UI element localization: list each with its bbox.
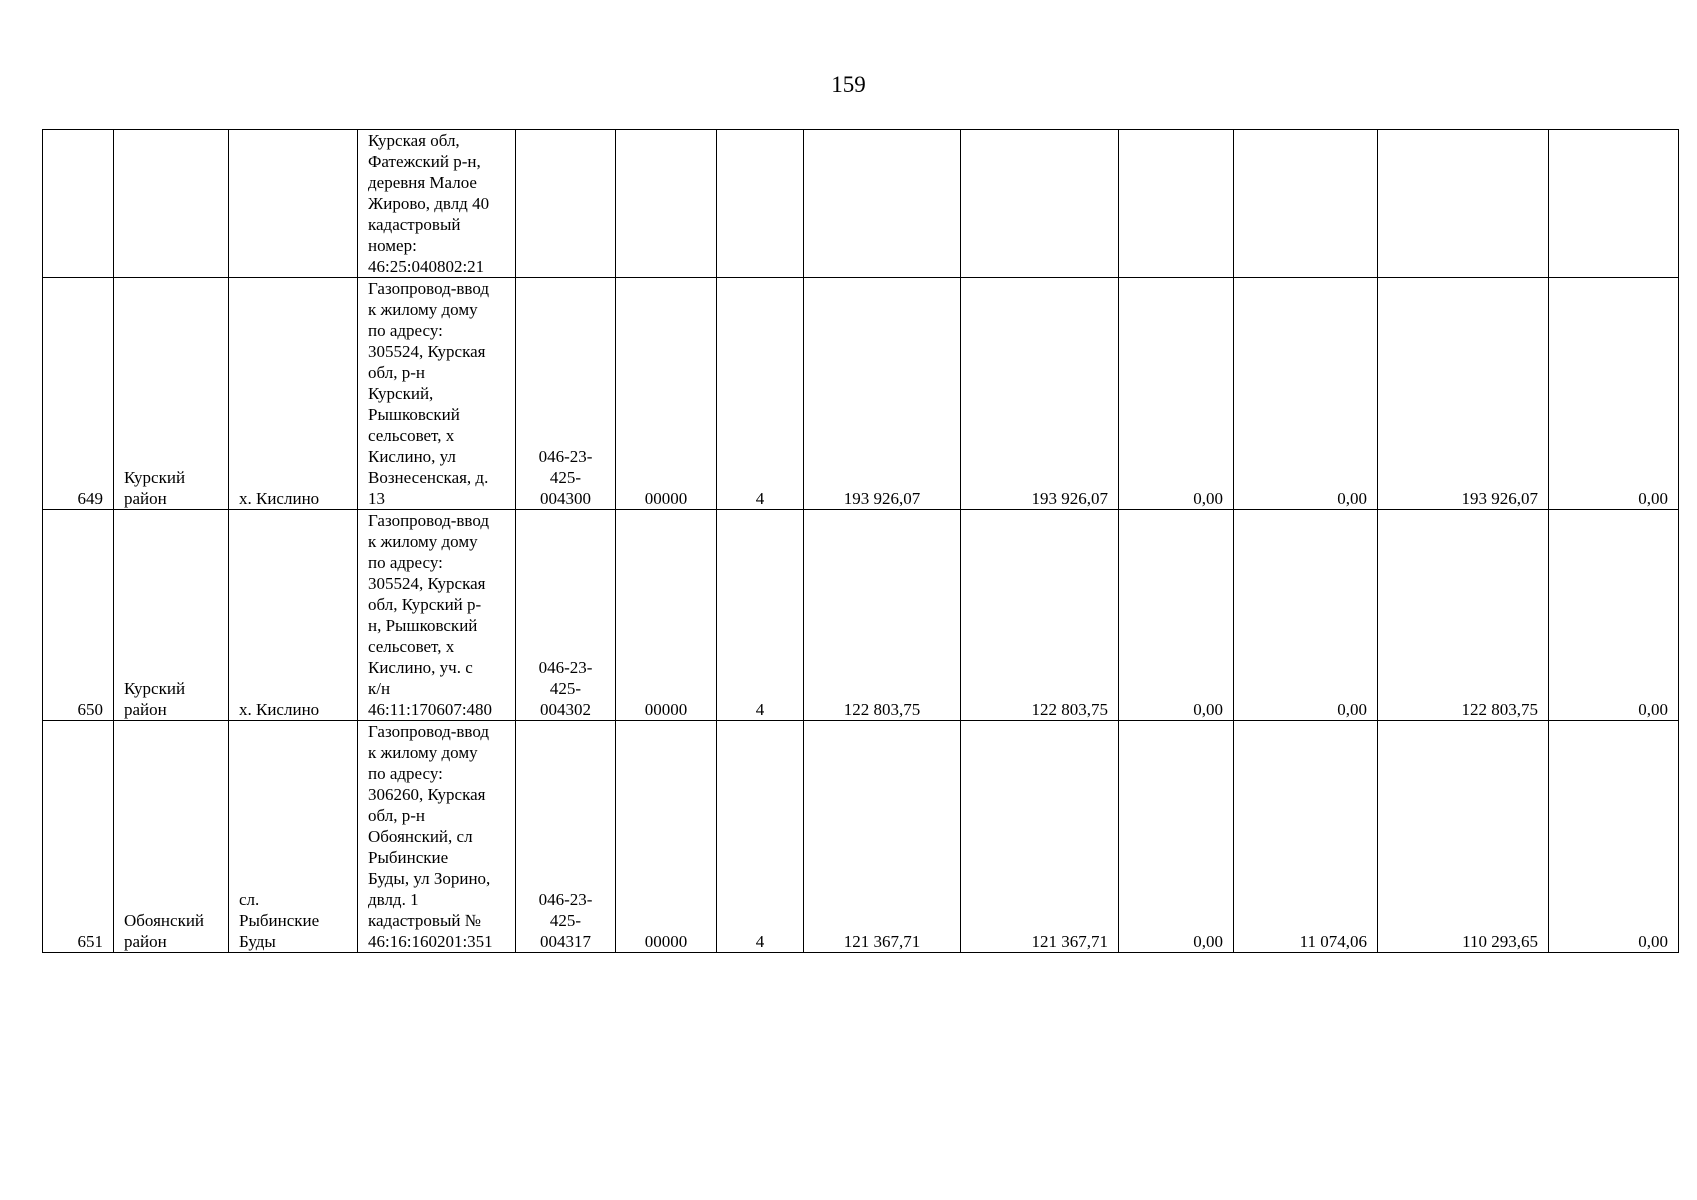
amount-6-cell xyxy=(1549,130,1679,278)
amount-4-cell: 0,00 xyxy=(1234,510,1378,721)
amount-5-cell: 193 926,07 xyxy=(1378,278,1549,510)
object-code-cell: 046-23- 425- 004300 xyxy=(516,278,616,510)
amount-2-cell: 122 803,75 xyxy=(961,510,1119,721)
object-description-cell: Газопровод-ввод к жилому дому по адресу: 305524, Курская обл, Курский р- н, Рышковский сельсовет, х Кислино, уч. с к/н 46:11:170607:480 xyxy=(358,510,516,721)
quantity-cell: 4 xyxy=(717,510,804,721)
district-cell: Курский район xyxy=(114,510,229,721)
row-number-cell: 651 xyxy=(43,721,114,953)
table-row xyxy=(43,130,1679,278)
amount-total-cell xyxy=(804,130,961,278)
amount-2-cell: 121 367,71 xyxy=(961,721,1119,953)
amount-5-cell: 110 293,65 xyxy=(1378,721,1549,953)
row-number-cell xyxy=(43,130,114,278)
amount-5-cell xyxy=(1378,130,1549,278)
amount-3-cell: 0,00 xyxy=(1119,721,1234,953)
object-code-cell: 046-23- 425- 004317 xyxy=(516,721,616,953)
table-row xyxy=(43,278,1679,510)
object-code-cell xyxy=(516,130,616,278)
locality-cell: х. Кислино xyxy=(229,510,358,721)
amount-2-cell xyxy=(961,130,1119,278)
object-description-cell: Газопровод-ввод к жилому дому по адресу: 305524, Курская обл, р-н Курский, Рышковский сельсовет, х Кислино, ул Вознесенская, д. 13 xyxy=(358,278,516,510)
row-number-cell: 649 xyxy=(43,278,114,510)
amount-4-cell xyxy=(1234,130,1378,278)
amount-6-cell: 0,00 xyxy=(1549,510,1679,721)
secondary-code-cell: 00000 xyxy=(616,510,717,721)
amount-3-cell xyxy=(1119,130,1234,278)
locality-cell: х. Кислино xyxy=(229,278,358,510)
amount-total-cell: 193 926,07 xyxy=(804,278,961,510)
locality-cell: сл. Рыбинские Буды xyxy=(229,721,358,953)
row-number-cell: 650 xyxy=(43,510,114,721)
secondary-code-cell: 00000 xyxy=(616,721,717,953)
quantity-cell xyxy=(717,130,804,278)
object-code-cell: 046-23- 425- 004302 xyxy=(516,510,616,721)
locality-cell xyxy=(229,130,358,278)
table-row xyxy=(43,510,1679,721)
secondary-code-cell xyxy=(616,130,717,278)
district-cell xyxy=(114,130,229,278)
amount-6-cell: 0,00 xyxy=(1549,721,1679,953)
amount-5-cell: 122 803,75 xyxy=(1378,510,1549,721)
data-table xyxy=(42,129,1679,953)
quantity-cell: 4 xyxy=(717,278,804,510)
quantity-cell: 4 xyxy=(717,721,804,953)
amount-3-cell: 0,00 xyxy=(1119,510,1234,721)
amount-6-cell: 0,00 xyxy=(1549,278,1679,510)
secondary-code-cell: 00000 xyxy=(616,278,717,510)
amount-3-cell: 0,00 xyxy=(1119,278,1234,510)
district-cell: Курский район xyxy=(114,278,229,510)
district-cell: Обоянский район xyxy=(114,721,229,953)
amount-total-cell: 122 803,75 xyxy=(804,510,961,721)
amount-2-cell: 193 926,07 xyxy=(961,278,1119,510)
amount-4-cell: 11 074,06 xyxy=(1234,721,1378,953)
amount-4-cell: 0,00 xyxy=(1234,278,1378,510)
object-description-cell: Курская обл, Фатежский р-н, деревня Малое Жирово, двлд 40 кадастровый номер: 46:25:040802:21 xyxy=(358,130,516,278)
page-number: 159 xyxy=(831,72,866,97)
amount-total-cell: 121 367,71 xyxy=(804,721,961,953)
table-row xyxy=(43,721,1679,953)
object-description-cell: Газопровод-ввод к жилому дому по адресу: 306260, Курская обл, р-н Обоянский, сл Рыбинские Буды, ул Зорино, двлд. 1 кадастровый № 46:16:160201:351 xyxy=(358,721,516,953)
